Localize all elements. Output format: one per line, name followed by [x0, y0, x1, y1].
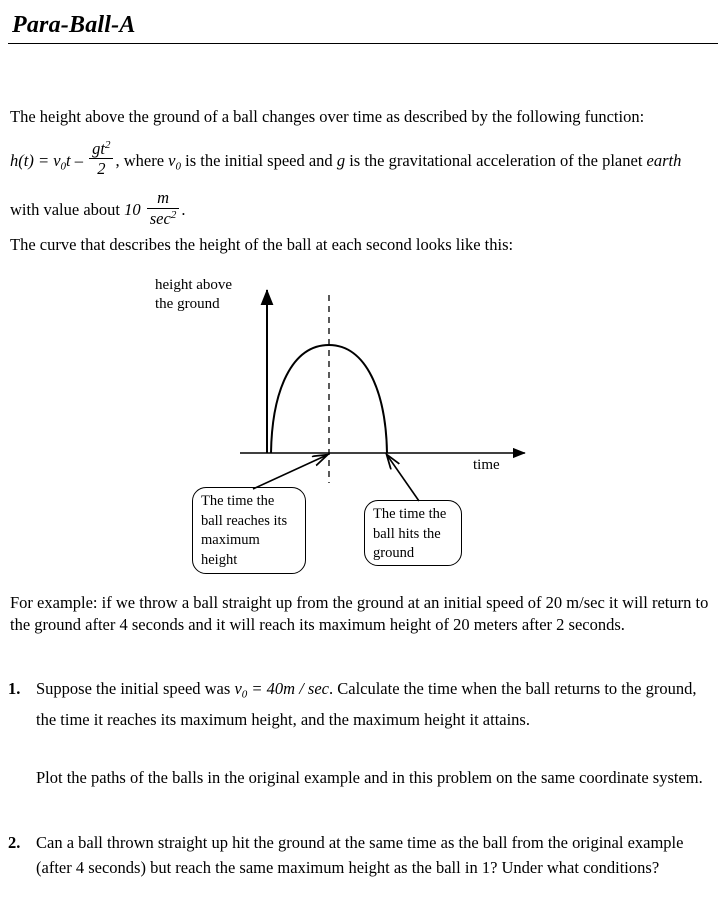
g-symbol: g: [336, 151, 346, 170]
v-symbol: v: [53, 151, 61, 170]
height-function-formula: [10, 138, 115, 179]
initial-speed-equation: [234, 679, 329, 701]
fraction-numerator: [89, 140, 113, 159]
example-paragraph: For example: if we throw a ball straight up from the ground at an initial speed of 20 m/sec it will return to the ground after 4 seconds and it will reach its maximum height of 20 meters after 2 seconds.: [10, 593, 709, 634]
gt-text: gt: [92, 138, 105, 158]
question-1: [8, 676, 720, 732]
units-numerator: m: [147, 189, 180, 208]
mid-text: is the initial speed and: [185, 151, 333, 170]
t-symbol: t: [66, 151, 71, 170]
v-zero-inline: [168, 151, 181, 173]
fraction-denominator: 2: [97, 159, 106, 179]
v-subscript-2: 0: [175, 160, 181, 173]
question-1-post: . Calculate the time when the ball returns to the ground, the time it reaches its maximum height, and the maximum height it attains.: [36, 679, 697, 730]
y-axis-label-line-2: the ground: [155, 296, 220, 312]
gravity-number: 10: [124, 200, 141, 220]
v-symbol-q1: v: [234, 679, 242, 698]
question-2-text: Can a ball thrown straight up hit the ground at the same time as the ball from the original example (after 4 seconds) but reach the same maximum height as the ball in 1? Under what conditions?: [36, 833, 684, 877]
page-title: Para-Ball-A: [12, 12, 136, 38]
question-1-followup: [8, 765, 708, 790]
v-subscript-q1: 0: [241, 688, 248, 701]
v-equals-40: = 40: [251, 679, 284, 698]
sec-exponent: 2: [170, 208, 177, 221]
function-lead: function:: [584, 107, 645, 126]
question-1-followup-text: Plot the paths of the balls in the original example and in this problem on the same coordinate system.: [36, 768, 703, 787]
gravity-value-with-units: [124, 188, 181, 228]
v-units: m / sec: [283, 679, 329, 698]
y-axis-label-line-1: height above: [155, 277, 233, 293]
intro-line-1: The height above the ground of a ball changes over time as described by the following: [10, 107, 581, 126]
gt-squared-over-two-fraction: [89, 140, 113, 178]
units-period: .: [181, 200, 186, 220]
question-1-text: [36, 676, 720, 732]
title-divider: [8, 43, 718, 44]
h-of-t: h(t): [10, 151, 34, 170]
earth-word: earth: [646, 151, 682, 170]
intro-paragraph: [10, 95, 710, 232]
minus-sign: –: [74, 151, 84, 170]
equals-sign: =: [37, 151, 50, 170]
v-symbol-2: v: [168, 151, 176, 170]
callout-hits-ground: The time the ball hits the ground: [364, 500, 462, 566]
tail-text: is the gravitational: [349, 151, 472, 170]
gt-exponent: 2: [104, 138, 111, 151]
sec-text: sec: [149, 208, 171, 228]
units-denominator: [147, 209, 180, 227]
document-header: [8, 10, 720, 44]
question-2: [8, 830, 720, 880]
question-1-pre: Suppose the initial speed was: [36, 679, 231, 698]
x-axis-label: time: [473, 457, 500, 473]
question-2-marker: 2.: [8, 833, 21, 852]
y-axis-label: [155, 276, 232, 314]
curve-intro-paragraph: The curve that describes the height of the ball at each second looks like this:: [10, 235, 514, 254]
units-fraction: [147, 189, 180, 227]
callout-max-height: The time the ball reaches its maximum height: [192, 487, 306, 574]
after-formula-text: , where: [115, 151, 165, 170]
line3-pre: acceleration of the planet: [476, 151, 643, 170]
question-1-marker: 1.: [8, 679, 21, 698]
line3-post: with value about: [10, 200, 120, 220]
v-subscript: 0: [60, 160, 67, 173]
